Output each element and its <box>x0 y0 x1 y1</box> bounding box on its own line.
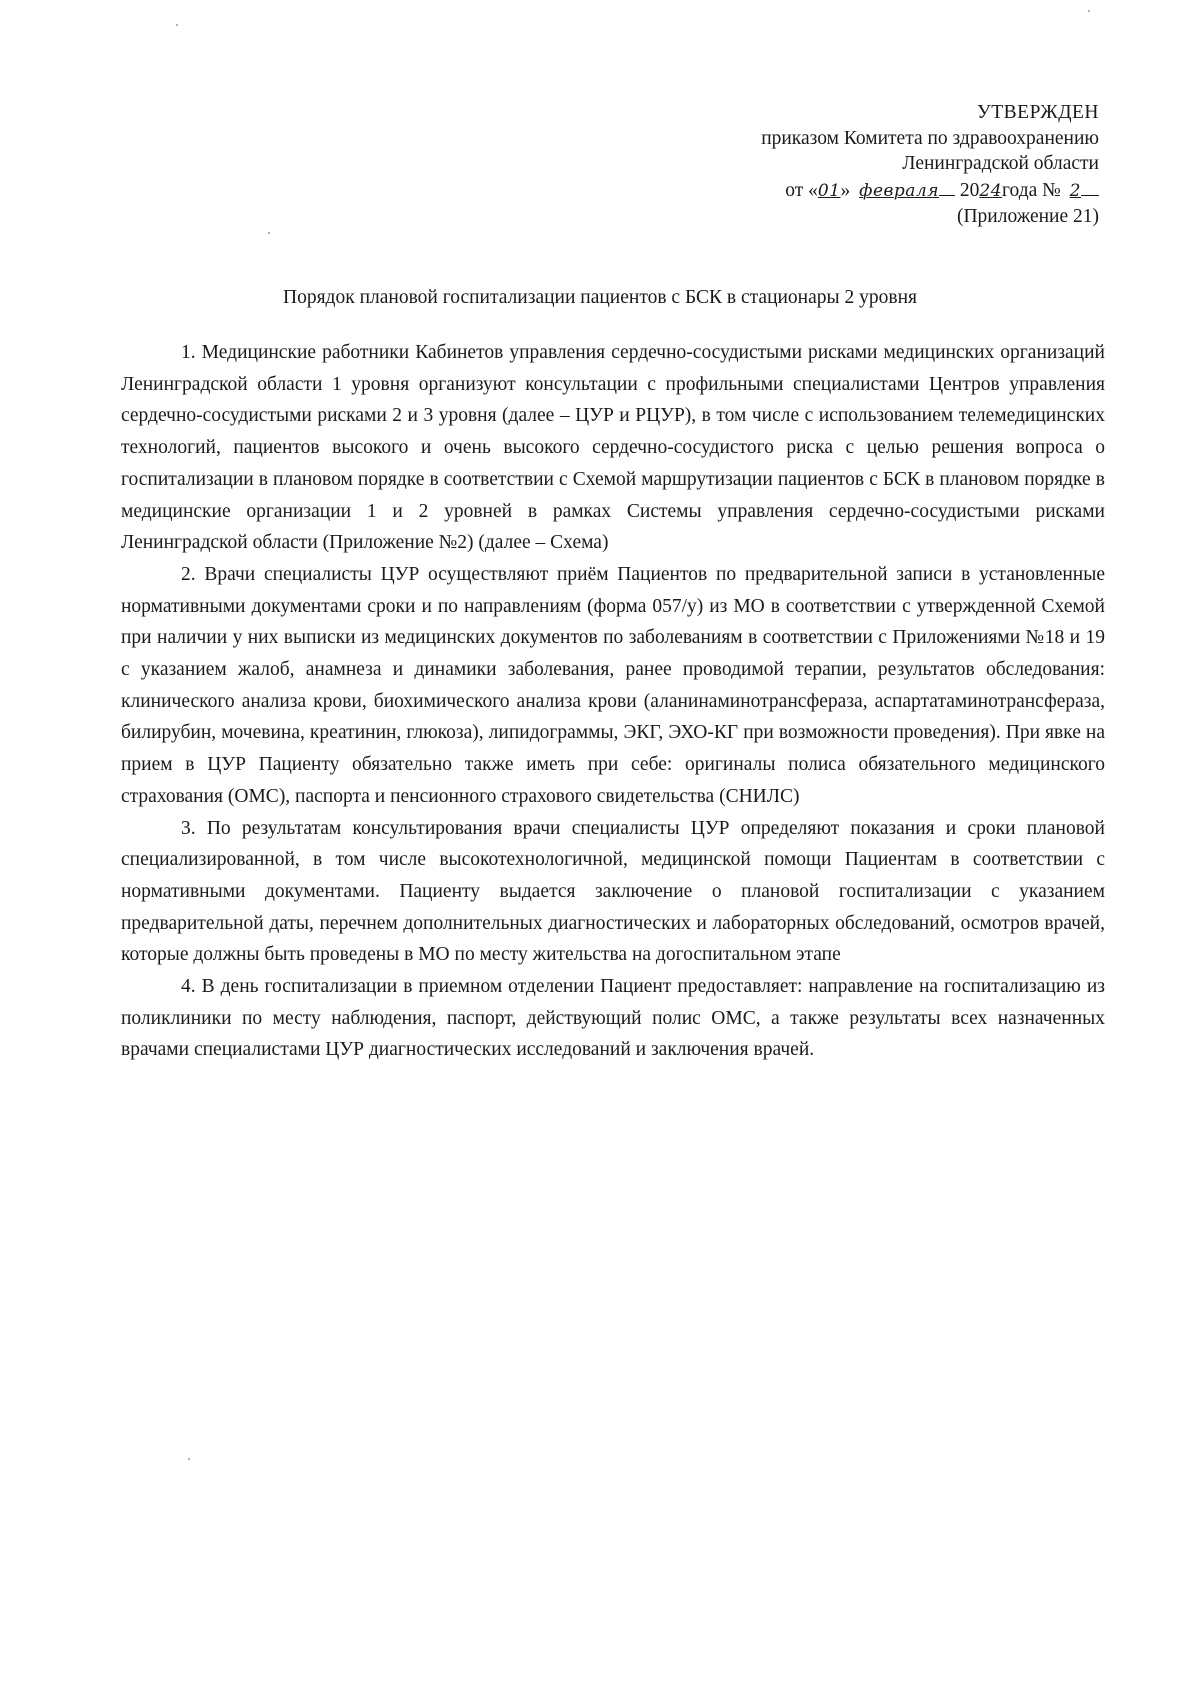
paragraph-4: 4. В день госпитализации в приемном отделении Пациент предоставляет: направление на госпитализацию из поликлиники по месту наблюдения, паспорт, действующий полис ОМС, а также результаты всех назначенных врачами специалистами ЦУР диагностических исследований и заключения врачей. <box>121 976 1105 1061</box>
scan-speck <box>268 232 270 234</box>
date-year-prefix: 20 <box>959 179 980 201</box>
document-body <box>121 337 1105 1066</box>
paragraph-3: 3. По результатам консультирования врачи специалисты ЦУР определяют показания и сроки плановой специализированной, в том числе высокотехнологичной, медицинской помощи Пациентам в соответствии с нормативными документами. Пациенту выдается заключение о плановой госпитализации с указанием предварительной даты, перечнем дополнительных диагностических и лабораторных обследований, осмотров врачей, которые должны быть проведены в МО по месту жительства на догоспитальном этапе <box>121 817 1105 966</box>
date-year-handwritten: 24 <box>979 180 1003 201</box>
approval-region-line: Ленинградской области <box>902 153 1099 174</box>
date-month-underline <box>939 177 955 196</box>
document-title: Порядок плановой госпитализации пациентов с БСК в стационары 2 уровня <box>283 287 917 308</box>
approval-date-line <box>761 177 1099 205</box>
date-suffix: года № <box>1002 179 1061 201</box>
approval-authority-line: приказом Комитета по здравоохранению <box>761 127 1099 149</box>
scan-speck <box>1088 10 1090 12</box>
paragraph-1: 1. Медицинские работники Кабинетов управления сердечно-сосудистыми рисками медицинских организаций Ленинградской области 1 уровня организуют консультации с профильными специалистами Центров управления сердечно-сосудистыми рисками 2 и 3 уровня (далее – ЦУР и РЦУР), в том числе с использованием телемедицинских технологий, пациентов высокого и очень высокого сердечно-сосудистого риска с целью решения вопроса о госпитализации в плановом порядке в соответствии с Схемой маршрутизации пациентов с БСК в плановом порядке в медицинские организации 1 и 2 уровней в рамках Системы управления сердечно-сосудистыми рисками Ленинградской области (Приложение №2) (далее – Схема) <box>121 342 1105 554</box>
approval-heading: УТВЕРЖДЕН <box>976 102 1099 123</box>
date-prefix: от « <box>785 179 818 201</box>
approval-appendix: (Приложение 21) <box>956 206 1099 227</box>
paragraph-2: 2. Врачи специалисты ЦУР осуществляют приём Пациентов по предварительной записи в установленные нормативными документами сроки и по направлениям (форма 057/у) из МО в соответствии с утвержденной Схемой при наличии у них выписки из медицинских документов по заболеваниям в соответствии с Приложениями №18 и 19 с указанием жалоб, анамнеза и динамики заболевания, ранее проводимой терапии, результатов обследования: клинического анализа крови, биохимического анализа крови (аланинаминотрансфераза, аспартатаминотрансфераза, билирубин, мочевина, креатинин, глюкоза), липидограммы, ЭКГ, ЭХО-КГ при возможности проведения). При явке на прием в ЦУР Пациенту обязательно также иметь при себе: оригиналы полиса обязательного медицинского страхования (ОМС), паспорта и пенсионного страхового свидетельства (СНИЛС) <box>121 563 1105 807</box>
order-number-underline <box>1081 177 1099 196</box>
date-mid: » <box>840 179 851 201</box>
date-day-handwritten: 01 <box>817 180 841 201</box>
scan-speck <box>176 24 178 26</box>
scan-speck <box>188 1458 190 1460</box>
date-month-handwritten: февраля <box>859 180 940 201</box>
approval-block <box>761 100 1099 230</box>
order-number-handwritten: 2 <box>1069 180 1081 201</box>
